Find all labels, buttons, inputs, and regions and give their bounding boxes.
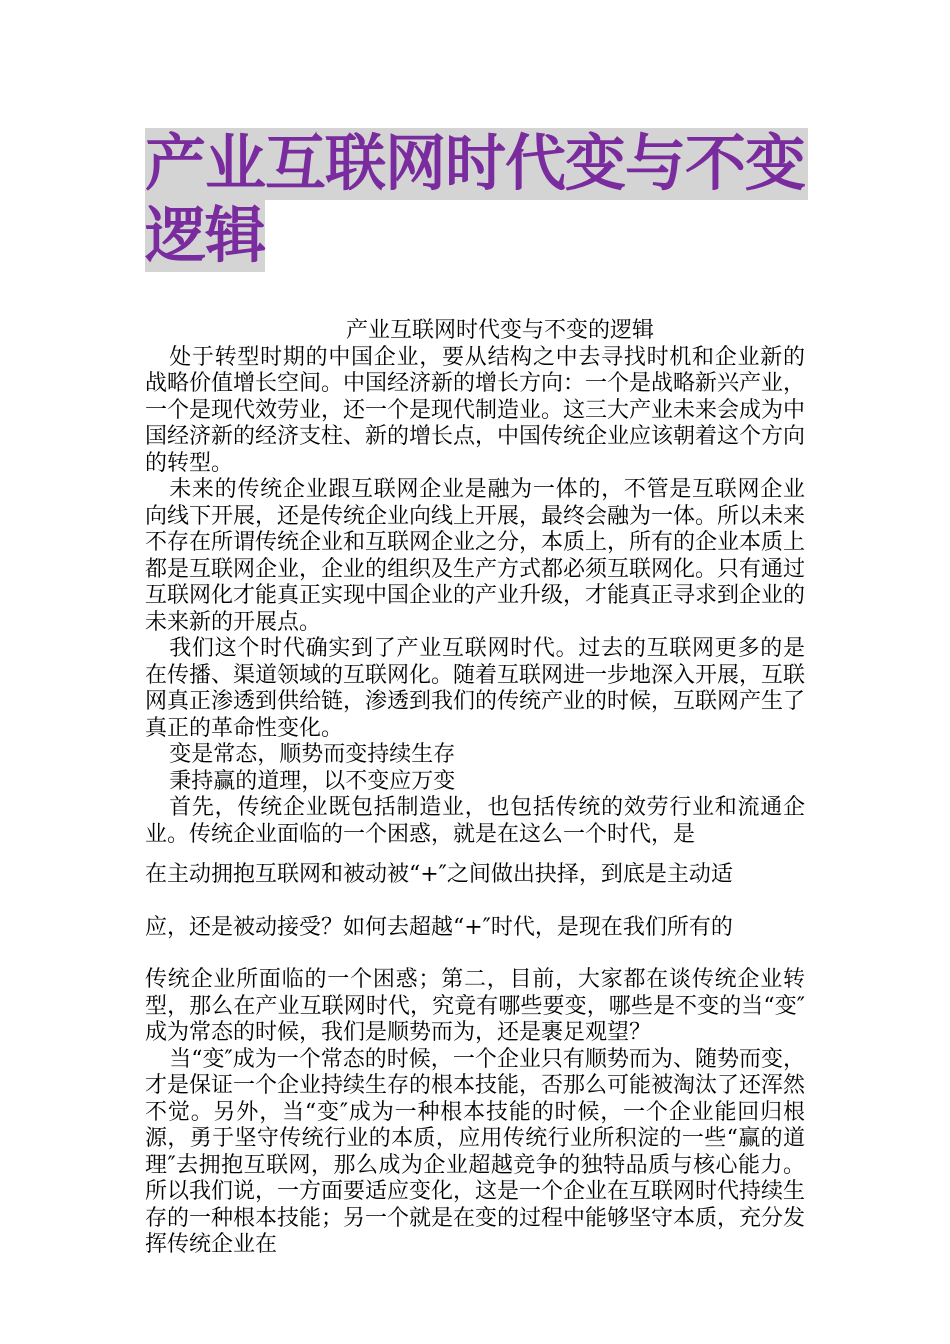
paragraph: 未来的传统企业跟互联网企业是融为一体的，不管是互联网企业向线下开展，还是传统企业向线上开展，最终会融为一体。所以未来不存在所谓传统企业和互联网企业之分，本质上，所有的企业本质上都是互联网企业，企业的组织及生产方式都必须互联网化。只有通过互联网化才能真正实现中国企业的产业升级，才能真正寻求到企业的未来新的开展点。 <box>145 477 806 635</box>
paragraph-line: 应，还是被动接受？如何去超越“+″时代，是现在我们所有的 <box>145 914 733 940</box>
title-line-2: 逻辑 <box>145 200 266 271</box>
paragraph: 首先，传统企业既包括制造业，也包括传统的效劳行业和流通企业。传统企业面临的一个困惑，就是在这么一个时代，是 <box>145 795 805 847</box>
doc-heading: 产业互联网时代变与不变的逻辑 <box>345 318 654 343</box>
title-line-1: 产业互联网时代变与不变 <box>145 128 808 200</box>
paragraph: 我们这个时代确实到了产业互联网时代。过去的互联网更多的是在传播、渠道领域的互联网化。随着互联网进一步地深入开展，互联网真正渗透到供给链，渗透到我们的传统产业的时候，互联网产生了真正的革命性变化。 <box>145 636 806 741</box>
paragraph: 处于转型时期的中国企业，要从结构之中去寻找时机和企业新的战略价值增长空间。中国经济新的增长方向：一个是战略新兴产业，一个是现代效劳业，还一个是现代制造业。这三大产业未来会成为中国经济新的经济支柱、新的增长点，中国传统企业应该朝着这个方向的转型。 <box>145 344 806 476</box>
document-title <box>145 128 815 272</box>
document-body <box>145 318 805 1259</box>
subheading: 秉持赢的道理，以不变应万变 <box>169 768 456 794</box>
paragraph-line: 在主动拥抱互联网和被动被“+″之间做出抉择，到底是主动适 <box>145 862 733 887</box>
paragraph: 传统企业所面临的一个困惑；第二，目前，大家都在谈传统企业转型，那么在产业互联网时代，究竟有哪些要变，哪些是不变的当“变″成为常态的时候，我们是顺势而为，还是裹足观望？ <box>145 967 805 1045</box>
subheading: 变是常态，顺势而变持续生存 <box>169 742 456 767</box>
paragraph: 当“变″成为一个常态的时候，一个企业只有顺势而为、随势而变，才是保证一个企业持续生存的根本技能，否那么可能被淘汰了还浑然不觉。另外，当“变″成为一种根本技能的时候，一个企业能回归根源，勇于坚守传统行业的本质，应用传统行业所积淀的一些“赢的道理″去拥抱互联网，那么成为企业超越竞争的独特品质与核心能力。所以我们说，一方面要适应变化，这是一个企业在互联网时代持续生存的一种根本技能；另一个就是在变的过程中能够坚守本质，充分发挥传统企业在 <box>145 1046 806 1257</box>
